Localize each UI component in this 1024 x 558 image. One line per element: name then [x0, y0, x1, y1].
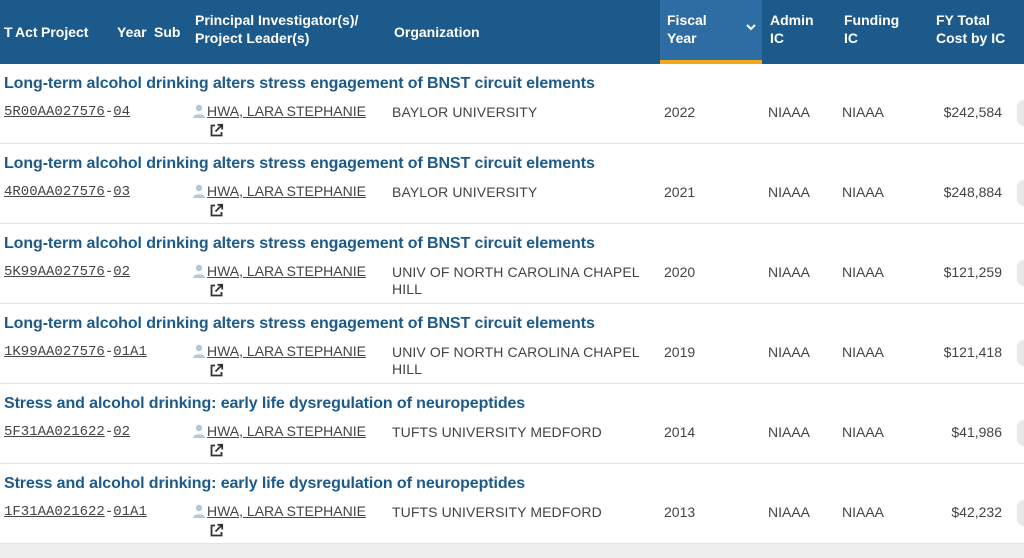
row-expand-button[interactable] — [1017, 340, 1024, 366]
support-year-suffix[interactable]: 03 — [113, 184, 131, 200]
pi-name-link[interactable]: HWA, LARA STEPHANIE — [207, 103, 366, 119]
person-icon — [192, 184, 206, 198]
table-row — [0, 224, 1024, 304]
admin-ic-cell: NIAAA — [768, 344, 811, 360]
support-year-suffix[interactable]: 04 — [113, 104, 131, 120]
external-link-icon[interactable] — [209, 283, 224, 298]
row-expand-button[interactable] — [1017, 500, 1024, 526]
support-year-suffix[interactable]: 01A1 — [113, 504, 147, 520]
column-header-funding-line1: Funding — [844, 12, 900, 28]
fiscal-year-cell: 2020 — [664, 264, 696, 280]
organization-line2: HILL — [392, 281, 422, 297]
support-year-suffix[interactable]: 02 — [113, 264, 131, 280]
project-number[interactable]: 4R00AA027576-03 — [4, 184, 131, 200]
column-header-pi-line1: Principal Investigator(s)/ — [195, 12, 359, 28]
organization-cell — [392, 344, 642, 378]
column-header-admin-ic[interactable] — [770, 0, 814, 64]
fiscal-year-cell: 2021 — [664, 184, 696, 200]
serial-number[interactable]: AA021622 — [37, 424, 105, 440]
results-table-body — [0, 64, 1024, 544]
admin-ic-cell: NIAAA — [768, 104, 811, 120]
organization-line1: BAYLOR UNIVERSITY — [392, 184, 538, 200]
organization-line1: BAYLOR UNIVERSITY — [392, 104, 538, 120]
column-header-pi[interactable] — [195, 0, 358, 64]
funding-ic-cell: NIAAA — [842, 104, 885, 120]
pi-name-link[interactable]: HWA, LARA STEPHANIE — [207, 343, 366, 359]
row-expand-button[interactable] — [1017, 180, 1024, 206]
serial-number[interactable]: AA021622 — [37, 504, 105, 520]
column-header-year[interactable]: Year — [117, 24, 147, 40]
support-year-suffix[interactable]: 02 — [113, 424, 131, 440]
total-cost-cell: $41,986 — [951, 424, 1002, 440]
project-number[interactable]: 5R00AA027576-04 — [4, 104, 131, 120]
organization-cell — [392, 104, 642, 121]
column-header-admin-line2: IC — [770, 30, 784, 46]
activity-code[interactable]: K99 — [12, 264, 38, 280]
column-header-total-cost[interactable] — [936, 0, 1005, 64]
total-cost-cell: $121,418 — [943, 344, 1002, 360]
application-type[interactable]: 5 — [4, 264, 13, 280]
column-header-project[interactable]: Project — [41, 24, 89, 40]
admin-ic-cell: NIAAA — [768, 264, 811, 280]
table-footer-bar — [0, 544, 1024, 558]
serial-number[interactable]: AA027576 — [37, 184, 105, 200]
project-title-link[interactable]: Long-term alcohol drinking alters stress engagement of BNST circuit elements — [4, 235, 595, 252]
person-icon — [192, 344, 206, 358]
serial-number[interactable]: AA027576 — [37, 264, 105, 280]
pi-name-link[interactable]: HWA, LARA STEPHANIE — [207, 183, 366, 199]
fiscal-year-cell: 2013 — [664, 504, 696, 520]
table-row — [0, 464, 1024, 544]
column-header-organization[interactable]: Organization — [394, 24, 480, 40]
row-expand-button[interactable] — [1017, 100, 1024, 126]
column-header-funding-ic[interactable] — [844, 0, 899, 64]
project-title-link[interactable]: Long-term alcohol drinking alters stress engagement of BNST circuit elements — [4, 155, 595, 172]
project-title-link[interactable]: Stress and alcohol drinking: early life dysregulation of neuropeptides — [4, 475, 526, 492]
organization-line1: UNIV OF NORTH CAROLINA CHAPEL — [392, 264, 640, 280]
application-type[interactable]: 5 — [4, 104, 13, 120]
funding-ic-cell: NIAAA — [842, 264, 885, 280]
funding-ic-cell: NIAAA — [842, 184, 885, 200]
pi-name-link[interactable]: HWA, LARA STEPHANIE — [207, 423, 366, 439]
serial-number[interactable]: AA027576 — [37, 104, 105, 120]
admin-ic-cell: NIAAA — [768, 424, 811, 440]
row-expand-button[interactable] — [1017, 420, 1024, 446]
column-header-funding-line2: IC — [844, 30, 858, 46]
application-type[interactable]: 4 — [4, 184, 13, 200]
project-number[interactable]: 5K99AA027576-02 — [4, 264, 131, 280]
total-cost-cell: $248,884 — [943, 184, 1002, 200]
column-header-type[interactable]: T — [4, 24, 13, 40]
activity-code[interactable]: K99 — [12, 344, 38, 360]
fiscal-year-cell: 2022 — [664, 104, 696, 120]
external-link-icon[interactable] — [209, 123, 224, 138]
organization-cell — [392, 424, 642, 441]
admin-ic-cell: NIAAA — [768, 504, 811, 520]
total-cost-cell: $121,259 — [943, 264, 1002, 280]
organization-cell — [392, 184, 642, 201]
column-header-cost-line2: Cost by IC — [936, 30, 1006, 46]
organization-line1: UNIV OF NORTH CAROLINA CHAPEL — [392, 344, 640, 360]
application-type[interactable]: 5 — [4, 424, 13, 440]
project-title-link[interactable]: Long-term alcohol drinking alters stress engagement of BNST circuit elements — [4, 315, 595, 332]
activity-code[interactable]: F31 — [12, 504, 38, 520]
column-header-admin-line1: Admin — [770, 12, 814, 28]
project-number[interactable]: 5F31AA021622-02 — [4, 424, 131, 440]
column-header-fiscal-year[interactable] — [660, 0, 762, 64]
project-title-link[interactable]: Stress and alcohol drinking: early life dysregulation of neuropeptides — [4, 395, 526, 412]
column-header-activity[interactable]: Act — [15, 24, 38, 40]
person-icon — [192, 424, 206, 438]
fiscal-year-cell: 2019 — [664, 344, 696, 360]
external-link-icon[interactable] — [209, 443, 224, 458]
total-cost-cell: $42,232 — [951, 504, 1002, 520]
activity-code[interactable]: F31 — [12, 424, 38, 440]
column-header-sub[interactable]: Sub — [154, 24, 181, 40]
external-link-icon[interactable] — [209, 363, 224, 378]
total-cost-cell: $242,584 — [943, 104, 1002, 120]
organization-line1: TUFTS UNIVERSITY MEDFORD — [392, 424, 602, 440]
organization-line2: HILL — [392, 361, 422, 377]
chevron-down-icon[interactable] — [746, 22, 756, 32]
column-header-pi-line2: Project Leader(s) — [195, 30, 310, 46]
external-link-icon[interactable] — [209, 523, 224, 538]
person-icon — [192, 504, 206, 518]
organization-cell — [392, 504, 642, 521]
activity-code[interactable]: R00 — [12, 184, 38, 200]
funding-ic-cell: NIAAA — [842, 424, 885, 440]
application-type[interactable]: 1 — [4, 504, 13, 520]
table-row — [0, 384, 1024, 464]
organization-line1: TUFTS UNIVERSITY MEDFORD — [392, 504, 602, 520]
project-title-link[interactable]: Long-term alcohol drinking alters stress engagement of BNST circuit elements — [4, 75, 595, 92]
table-row — [0, 304, 1024, 384]
activity-code[interactable]: R00 — [12, 104, 38, 120]
column-header-cost-line1: FY Total — [936, 12, 990, 28]
admin-ic-cell: NIAAA — [768, 184, 811, 200]
fiscal-year-cell: 2014 — [664, 424, 696, 440]
external-link-icon[interactable] — [209, 203, 224, 218]
pi-name-link[interactable]: HWA, LARA STEPHANIE — [207, 263, 366, 279]
row-expand-button[interactable] — [1017, 260, 1024, 286]
funding-ic-cell: NIAAA — [842, 344, 885, 360]
results-table-header — [0, 0, 1024, 64]
funding-ic-cell: NIAAA — [842, 504, 885, 520]
person-icon — [192, 264, 206, 278]
project-number[interactable]: 1K99AA027576-01A1 — [4, 344, 147, 360]
project-number[interactable]: 1F31AA021622-01A1 — [4, 504, 147, 520]
pi-name-link[interactable]: HWA, LARA STEPHANIE — [207, 503, 366, 519]
column-header-fiscal-line2: Year — [667, 30, 697, 46]
column-header-fiscal-line1: Fiscal — [667, 12, 707, 28]
person-icon — [192, 104, 206, 118]
application-type[interactable]: 1 — [4, 344, 13, 360]
table-row — [0, 144, 1024, 224]
organization-cell — [392, 264, 642, 298]
table-row — [0, 64, 1024, 144]
support-year-suffix[interactable]: 01A1 — [113, 344, 147, 360]
serial-number[interactable]: AA027576 — [37, 344, 105, 360]
